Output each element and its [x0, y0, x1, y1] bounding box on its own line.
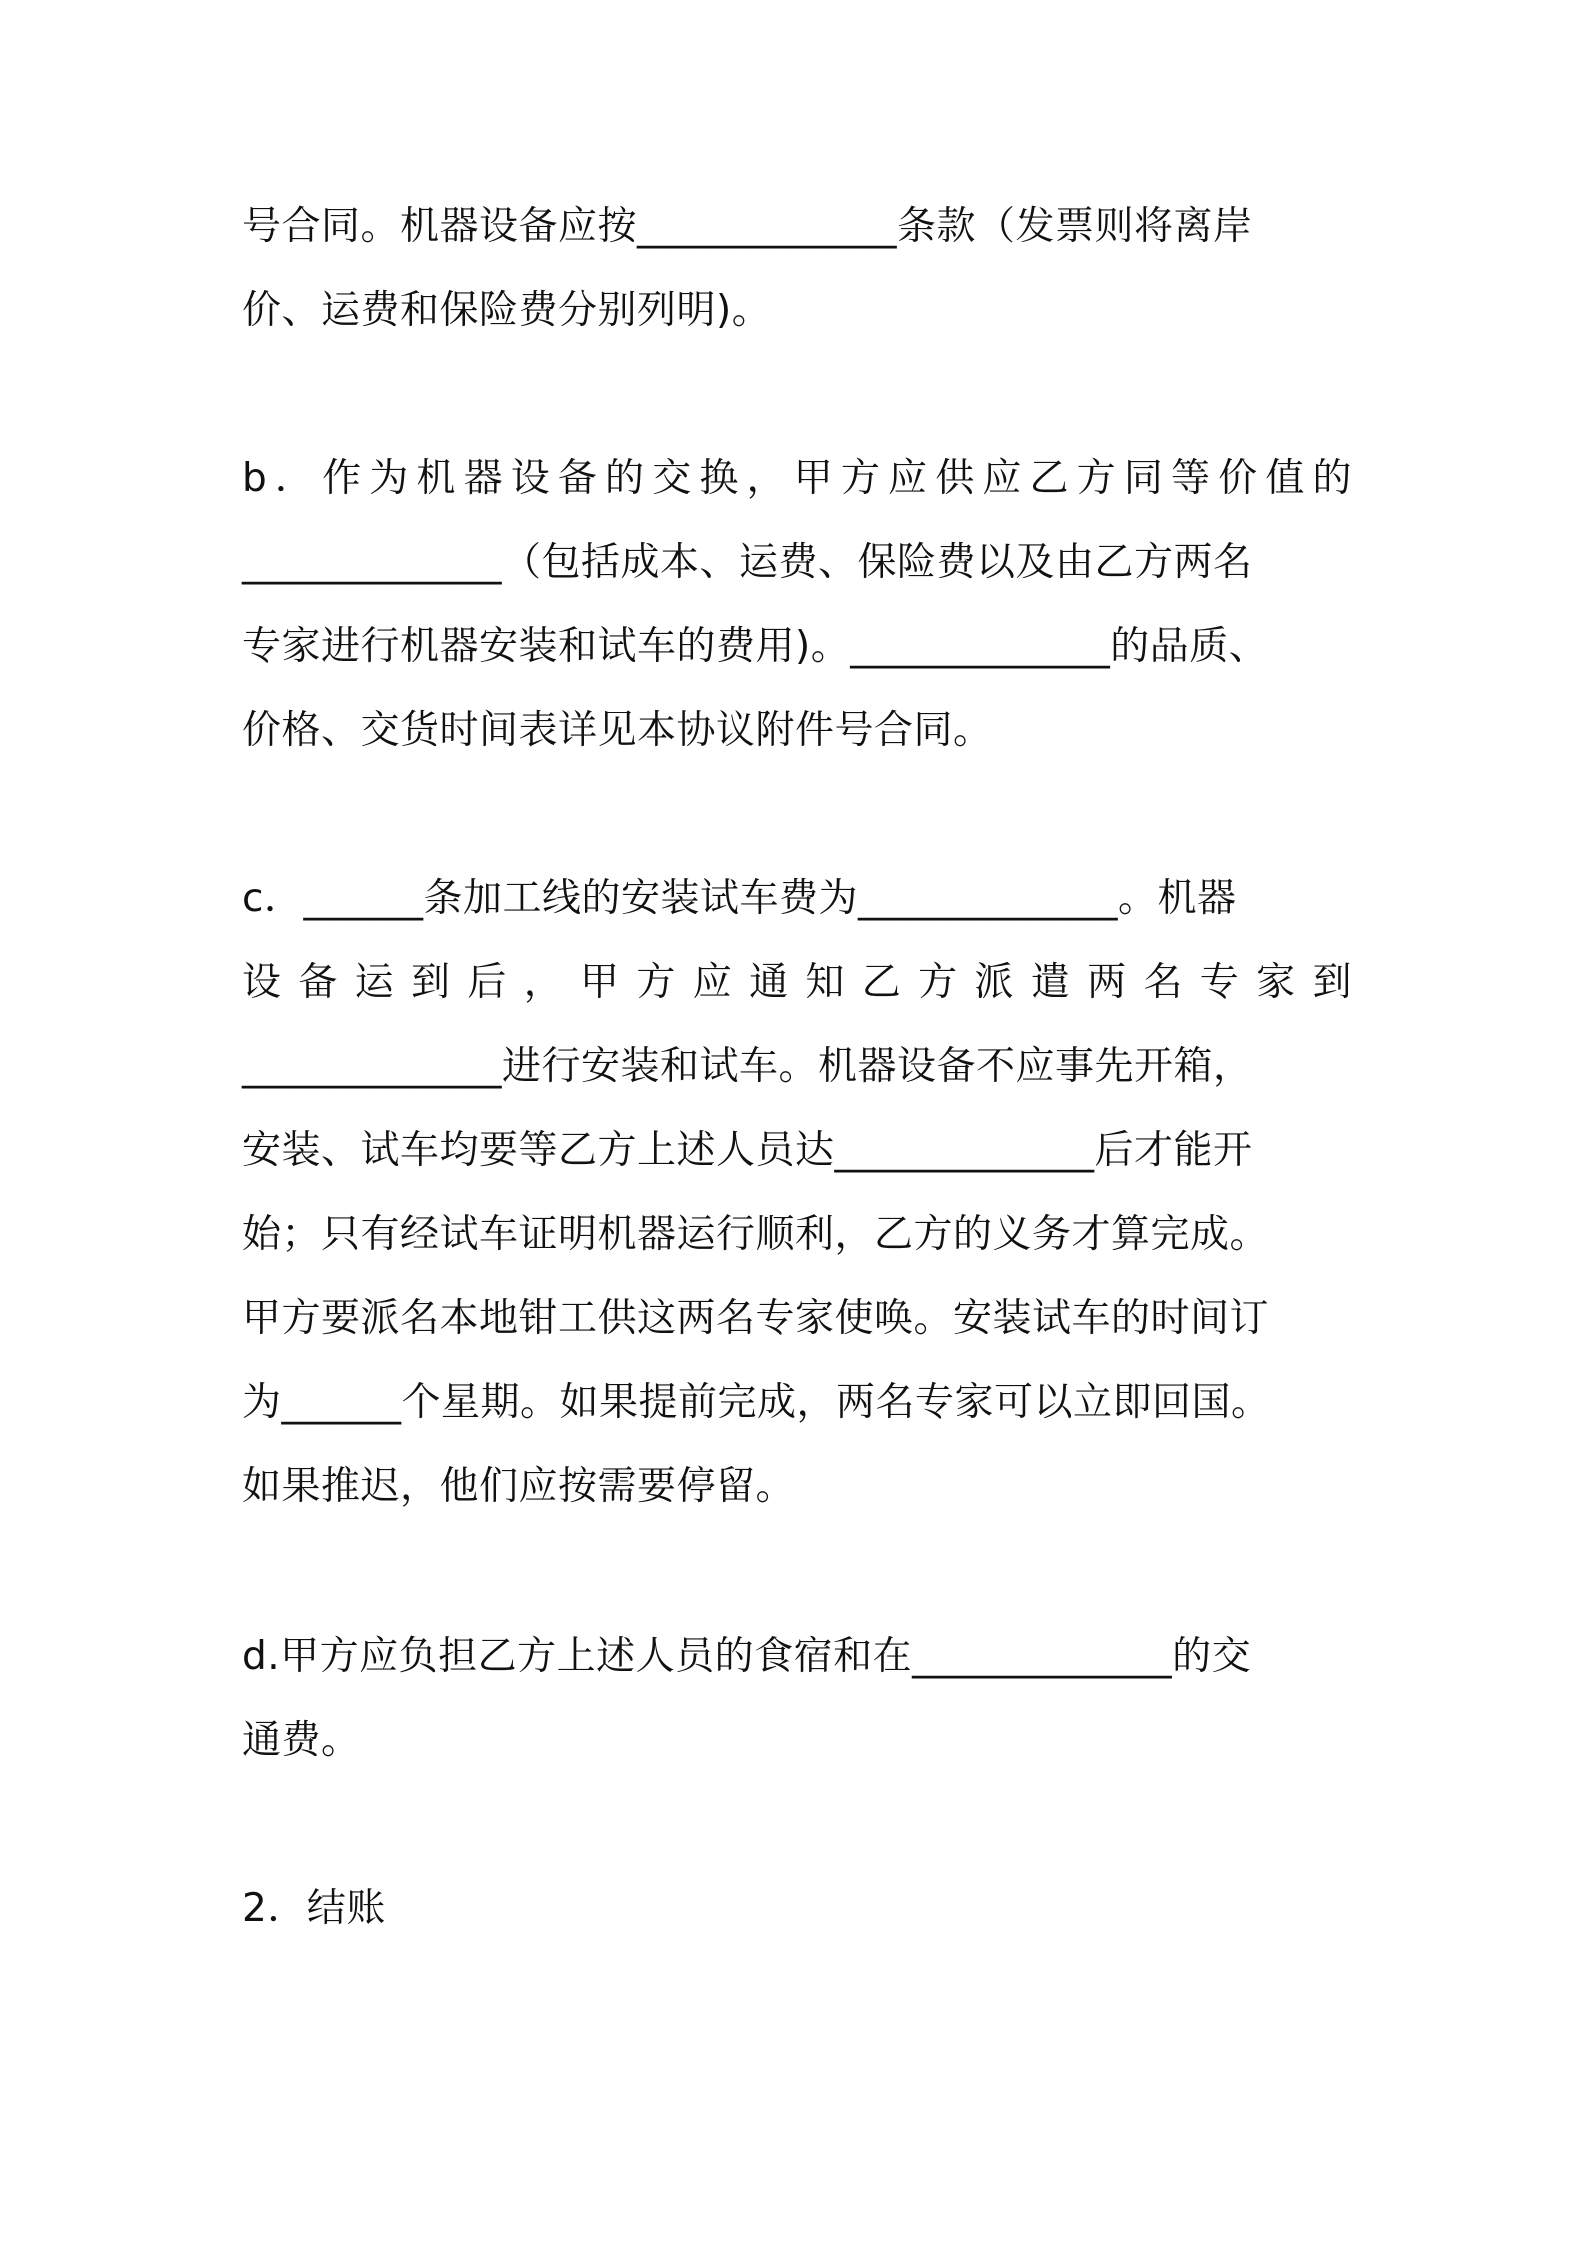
text-line: 号合同。机器设备应按_____________条款（发票则将离岸 [242, 204, 1253, 249]
text-line: c．______条加工线的安装试车费为_____________。机器 [242, 876, 1237, 921]
text-line: 甲方要派名本地钳工供这两名专家使唤。安装试车的时间订 [242, 1296, 1270, 1341]
text-line: _____________进行安装和试车。机器设备不应事先开箱， [242, 1044, 1253, 1089]
paragraph-invoice-terms [242, 185, 1352, 353]
text-line: 专家进行机器安装和试车的费用)。_____________的品质、 [242, 624, 1269, 669]
text-line: b．作为机器设备的交换，甲方应供应乙方同等价值的 [242, 456, 1352, 501]
text-line: 如果推迟，他们应按需要停留。 [242, 1464, 796, 1509]
paragraph-b-exchange [242, 437, 1352, 773]
text-line: 通费。 [242, 1718, 361, 1763]
text-line: _____________（包括成本、运费、保险费以及由乙方两名 [242, 540, 1253, 585]
text-line: 安装、试车均要等乙方上述人员达_____________后才能开 [242, 1128, 1253, 1173]
text-line: d.甲方应负担乙方上述人员的食宿和在_____________的交 [242, 1634, 1252, 1679]
text-line: 为______个星期。如果提前完成，两名专家可以立即回国。 [242, 1380, 1271, 1425]
paragraph-d-expenses [242, 1615, 1352, 1783]
section-heading-settlement [242, 1867, 1352, 1951]
text-line: 始；只有经试车证明机器运行顺利，乙方的义务才算完成。 [242, 1212, 1270, 1257]
text-line: 价格、交货时间表详见本协议附件号合同。 [242, 708, 993, 753]
paragraph-c-installation [242, 857, 1352, 1529]
text-line: 设备运到后，甲方应通知乙方派遣两名专家到 [242, 960, 1352, 1005]
text-line: 价、运费和保险费分别列明)。 [242, 288, 772, 333]
heading-line: 2．结账 [242, 1886, 386, 1931]
